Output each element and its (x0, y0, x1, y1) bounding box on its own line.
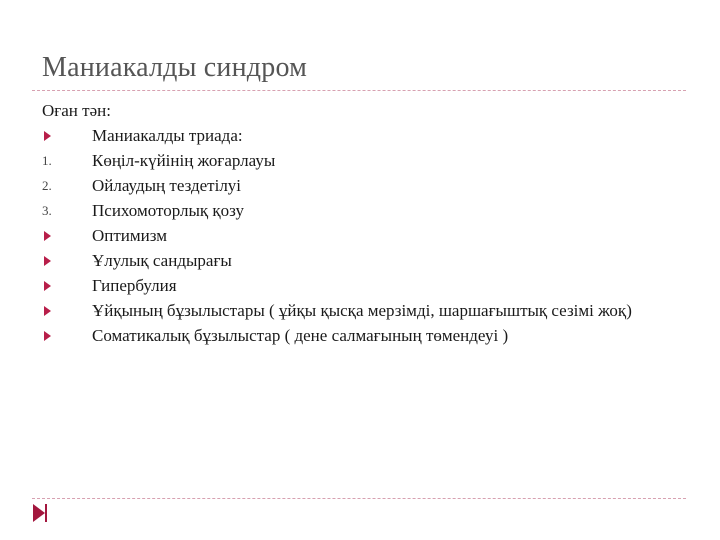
bullet-arrow-icon (44, 331, 51, 341)
list-item-text: Көңіл-күйінің жоғарлауы (92, 151, 276, 170)
list-item-text: Ұлулық сандырағы (92, 251, 232, 270)
list-item-number: 3. (42, 203, 52, 218)
list-item (42, 298, 692, 323)
list-item (42, 173, 692, 198)
list-item (42, 248, 692, 273)
list-item-number: 2. (42, 178, 52, 193)
list-item-text: Соматикалық бұзылыстар ( дене салмағының төмендеуі ) (92, 326, 509, 345)
list-item-text: Оптимизм (92, 226, 167, 245)
list-item (42, 323, 692, 348)
list-item (42, 148, 692, 173)
top-divider (32, 90, 686, 91)
list-item-text: Маниакалды триада: (92, 126, 243, 145)
slide-body (42, 98, 692, 348)
bullet-arrow-icon (44, 281, 51, 291)
list-item-text: Ұйқының бұзылыстары ( ұйқы қысқа мерзімді, шаршағыштық сезімі жоқ) (92, 301, 632, 320)
list-item-number: 1. (42, 153, 52, 168)
corner-bar-decoration (45, 504, 47, 522)
list-item (42, 198, 692, 223)
bullet-arrow-icon (44, 231, 51, 241)
list-item-text: Гипербулия (92, 276, 177, 295)
bullet-arrow-icon (44, 306, 51, 316)
bottom-divider (32, 498, 686, 499)
list-item-text: Психомоторлық қозу (92, 201, 244, 220)
list-item (42, 273, 692, 298)
intro-text: Оған тән: (42, 101, 111, 120)
slide-title: Маниакалды синдром (42, 52, 308, 83)
list-item-text: Ойлаудың тездетілуі (92, 176, 242, 195)
bullet-arrow-icon (44, 256, 51, 266)
corner-triangle-icon (33, 504, 45, 522)
bullet-list (42, 123, 692, 348)
list-item (42, 123, 692, 148)
bullet-arrow-icon (44, 131, 51, 141)
list-item (42, 223, 692, 248)
